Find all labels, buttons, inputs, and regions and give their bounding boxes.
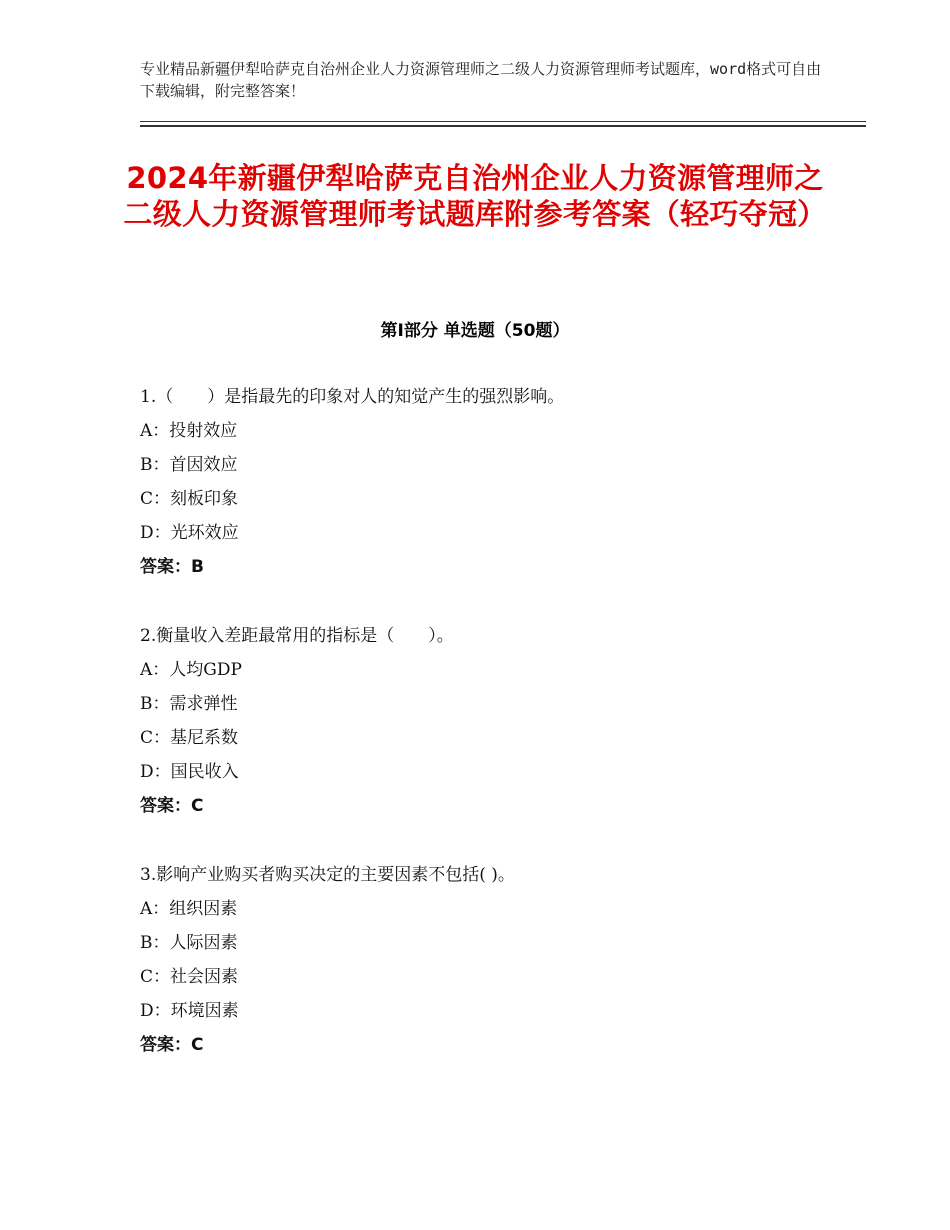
question-stem: 1.（ ）是指最先的印象对人的知觉产生的强烈影响。 — [140, 387, 565, 407]
option-a: A：组织因素 — [140, 899, 238, 919]
option-d: D：光环效应 — [140, 523, 239, 543]
option-c: C：社会因素 — [140, 967, 239, 987]
option-c: C：基尼系数 — [140, 728, 239, 748]
answer-label: 答案：B — [140, 557, 204, 577]
option-d: D：国民收入 — [140, 762, 239, 782]
question-2 — [140, 619, 840, 823]
question-1 — [140, 380, 840, 584]
question-stem: 3.影响产业购买者购买决定的主要因素不包括( )。 — [140, 865, 515, 885]
option-c: C：刻板印象 — [140, 489, 239, 509]
section-title: 第Ⅰ部分 单选题（50题） — [380, 321, 570, 341]
answer-label: 答案：C — [140, 1035, 204, 1055]
option-a: A：人均GDP — [140, 660, 242, 680]
header-divider-thin — [140, 121, 866, 122]
header-divider-thick — [140, 125, 866, 127]
option-a: A：投射效应 — [140, 421, 238, 441]
option-b: B：人际因素 — [140, 933, 238, 953]
question-stem: 2.衡量收入差距最常用的指标是（ ）。 — [140, 626, 454, 646]
answer-label: 答案：C — [140, 796, 204, 816]
option-d: D：环境因素 — [140, 1001, 239, 1021]
document-title: 2024年新疆伊犁哈萨克自治州企业人力资源管理师之二级人力资源管理师考试题库附参考答案（轻巧夺冠） — [123, 161, 827, 231]
question-3 — [140, 858, 840, 1062]
option-b: B：首因效应 — [140, 455, 238, 475]
header-note: 专业精品新疆伊犁哈萨克自治州企业人力资源管理师之二级人力资源管理师考试题库，word格式可自由下载编辑，附完整答案！ — [140, 60, 822, 100]
option-b: B：需求弹性 — [140, 694, 238, 714]
